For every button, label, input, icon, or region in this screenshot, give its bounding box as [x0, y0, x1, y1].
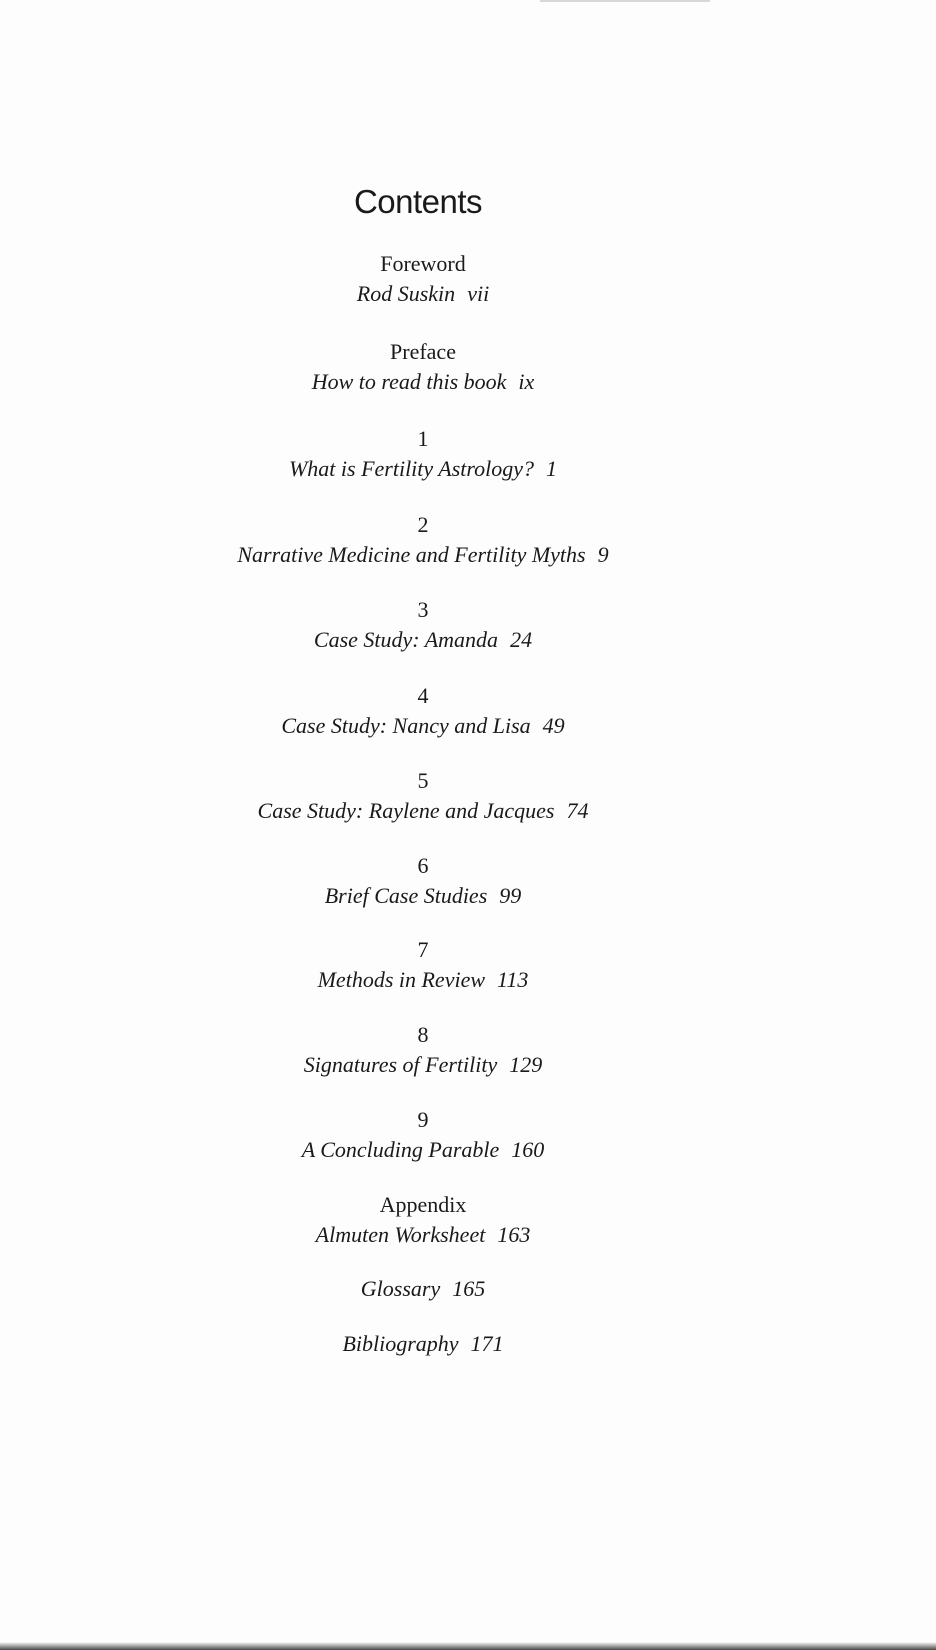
toc-title-line: [0, 1050, 846, 1080]
toc-title: Case Study: Amanda: [313, 627, 499, 652]
toc-entry-chapter-4: [0, 681, 846, 741]
toc-title: Narrative Medicine and Fertility Myths: [237, 542, 586, 567]
toc-title-line: [0, 1329, 846, 1359]
toc-entry-appendix: [0, 1190, 846, 1250]
toc-title: A Concluding Parable: [301, 1137, 500, 1162]
toc-title: Case Study: Nancy and Lisa: [281, 713, 531, 738]
toc-entry-chapter-3: [0, 595, 846, 655]
toc-label: 2: [417, 512, 429, 537]
toc-title-line: [0, 1135, 846, 1165]
toc-title: Signatures of Fertility: [303, 1052, 498, 1077]
toc-page-number: 49: [542, 713, 565, 738]
toc-title-line: [0, 711, 846, 741]
toc-title: Bibliography: [342, 1331, 459, 1356]
toc-page-number: 9: [597, 542, 609, 567]
page-title: Contents: [353, 183, 483, 220]
toc-label: 6: [417, 853, 429, 878]
toc-title-line: [0, 965, 846, 995]
toc-page-number: 163: [497, 1222, 531, 1247]
toc-label: 7: [417, 937, 429, 962]
toc-entry-chapter-9: [0, 1105, 846, 1165]
page-bottom-edge: [0, 1642, 936, 1650]
toc-page-number: 113: [497, 967, 529, 992]
toc-entry-preface: [0, 337, 846, 397]
toc-page-number: 1: [546, 456, 558, 481]
toc-page-number: 165: [452, 1276, 486, 1301]
toc-entry-chapter-2: [0, 510, 846, 570]
toc-page-number: 160: [511, 1137, 545, 1162]
toc-title: Brief Case Studies: [324, 883, 488, 908]
scan-artifact: [540, 0, 710, 2]
toc-title-line: [0, 454, 846, 484]
toc-title-line: [0, 279, 846, 309]
toc-title: Almuten Worksheet: [315, 1222, 486, 1247]
toc-page-number: 99: [499, 883, 522, 908]
toc-label: 9: [417, 1107, 429, 1132]
toc-page-number: 24: [510, 627, 533, 652]
toc-title-line: [0, 1274, 846, 1304]
toc-page-number: ix: [518, 369, 535, 394]
toc-entry-chapter-6: [0, 851, 846, 911]
toc-page-number: 129: [509, 1052, 543, 1077]
toc-title: Methods in Review: [317, 967, 486, 992]
toc-entry-glossary: [0, 1274, 846, 1304]
toc-title-line: [0, 881, 846, 911]
toc-title-line: [0, 1220, 846, 1250]
toc-entry-chapter-7: [0, 935, 846, 995]
toc-title-line: [0, 367, 846, 397]
toc-entry-foreword: [0, 249, 846, 309]
toc-label: Foreword: [380, 251, 466, 276]
toc-page-number: 74: [566, 798, 589, 823]
toc-entry-bibliography: [0, 1329, 846, 1359]
toc-label: 5: [417, 768, 429, 793]
toc-title: How to read this book: [311, 369, 507, 394]
toc-label: 3: [417, 597, 429, 622]
toc-entry-chapter-8: [0, 1020, 846, 1080]
toc-label: 8: [417, 1022, 429, 1047]
toc-entry-chapter-1: [0, 424, 846, 484]
toc-label: 4: [417, 683, 429, 708]
toc-page-number: vii: [467, 281, 490, 306]
toc-title-line: [0, 540, 846, 570]
toc-title-line: [0, 796, 846, 826]
toc-label: Appendix: [379, 1192, 467, 1217]
toc-label: Preface: [390, 339, 456, 364]
toc-title: Rod Suskin: [356, 281, 456, 306]
toc-title: Case Study: Raylene and Jacques: [257, 798, 555, 823]
toc-title: What is Fertility Astrology?: [288, 456, 535, 481]
toc-entry-chapter-5: [0, 766, 846, 826]
toc-label: 1: [417, 426, 429, 451]
toc-title-line: [0, 625, 846, 655]
toc-page-number: 171: [470, 1331, 504, 1356]
toc-title: Glossary: [360, 1276, 441, 1301]
